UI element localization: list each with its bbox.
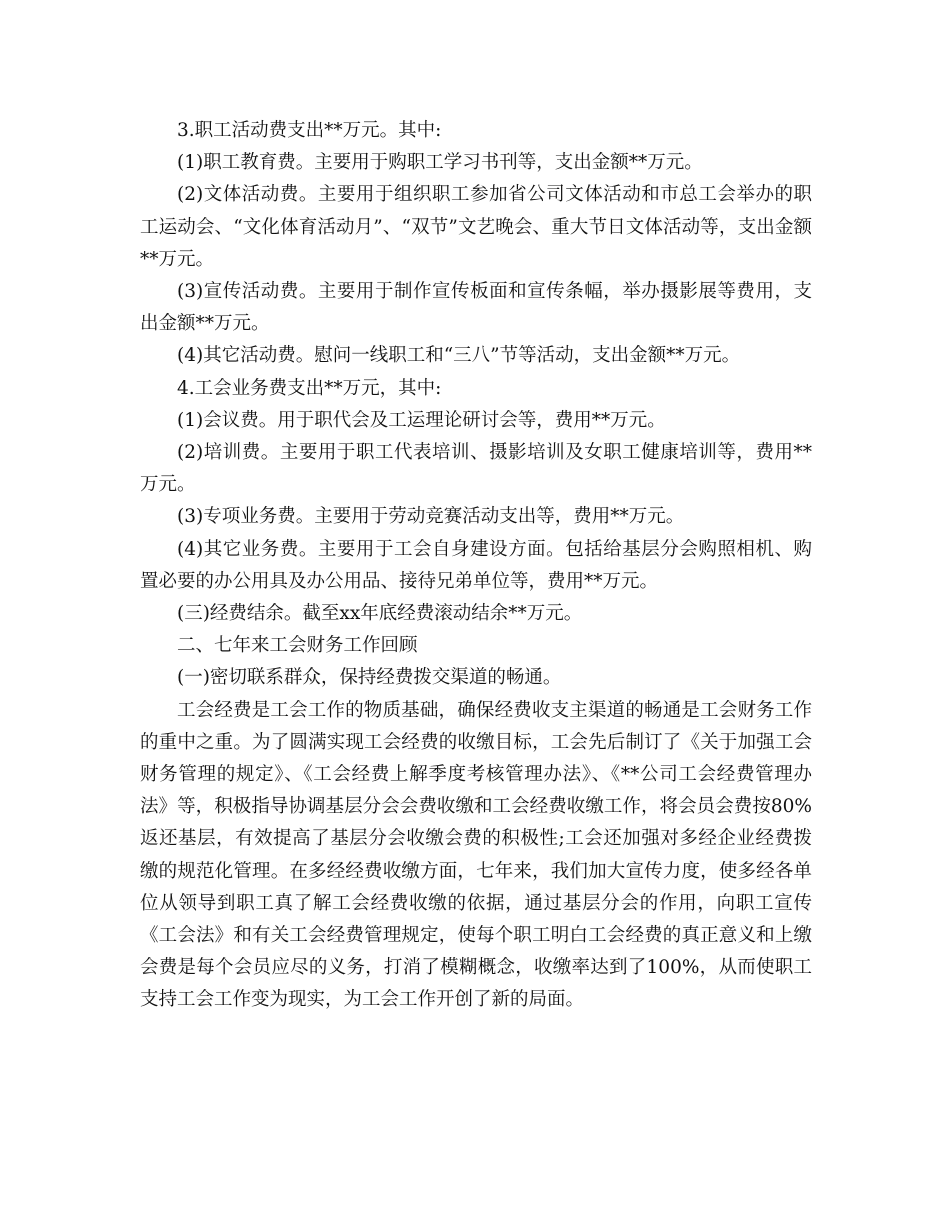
paragraph-publicity-fee: (3)宣传活动费。主要用于制作宣传板面和宣传条幅，举办摄影展等费用，支出金额**万元。 xyxy=(140,281,812,335)
paragraph-fund-collection: 工会经费是工会工作的物质基础，确保经费收支主渠道的畅通是工会财务工作的重中之重。为了圆满实现工会经费的收缴目标，工会先后制订了《关于加强工会财务管理的规定》、《工会经费上解季度考核管理办法》、《**公司工会经费管理办法》等，积极指导协调基层分会会费收缴和工会经费收缴工作，将会员会费按80%返还基层，有效提高了基层分会收缴会费的积极性;工会还加强对多经企业经费拨缴的规范化管理。在多经经费收缴方面，七年来，我们加大宣传力度，使多经各单位从领导到职工真了解工会经费收缴的依据，通过基层分会的作用，向职工宣传《工会法》和有关工会经费管理规定，使每个职工明白工会经费的真正意义和上缴会费是每个会员应尽的义务，打消了模糊概念，收缴率达到了100%，从而使职工支持工会工作变为现实，为工会工作开创了新的局面。 xyxy=(140,699,812,1011)
paragraph-special-business-fee: (3)专项业务费。主要用于劳动竞赛活动支出等，费用**万元。 xyxy=(177,506,685,528)
subsection-heading-contact-masses: (一)密切联系群众，保持经费拨交渠道的畅通。 xyxy=(177,667,562,689)
paragraph-education-fee: (1)职工教育费。主要用于购职工学习书刊等，支出金额**万元。 xyxy=(177,152,703,174)
document-body xyxy=(140,115,812,1017)
paragraph-other-business-fee: (4)其它业务费。主要用于工会自身建设方面。包括给基层分会购照相机、购置必要的办公用具及办公用品、接待兄弟单位等，费用**万元。 xyxy=(140,538,812,592)
paragraph-culture-sports-fee: (2)文体活动费。主要用于组织职工参加省公司文体活动和市总工会举办的职工运动会、“文化体育活动月”、“双节”文艺晚会、重大节日文体活动等，支出金额**万元。 xyxy=(140,184,812,270)
paragraph-meeting-fee: (1)会议费。用于职代会及工运理论研讨会等，费用**万元。 xyxy=(177,409,666,431)
paragraph-fund-balance: (三)经费结余。截至xx年底经费滚动结余**万元。 xyxy=(177,603,583,625)
paragraph-other-activity-fee: (4)其它活动费。慰问一线职工和“三八”节等活动，支出金额**万元。 xyxy=(177,345,741,367)
paragraph-business-expense: 4.工会业务费支出**万元，其中: xyxy=(177,377,442,399)
paragraph-training-fee: (2)培训费。主要用于职工代表培训、摄影培训及女职工健康培训等，费用**万元。 xyxy=(140,442,812,496)
section-heading-review: 二、七年来工会财务工作回顾 xyxy=(177,635,418,657)
paragraph-activity-expense: 3.职工活动费支出**万元。其中: xyxy=(177,120,442,141)
